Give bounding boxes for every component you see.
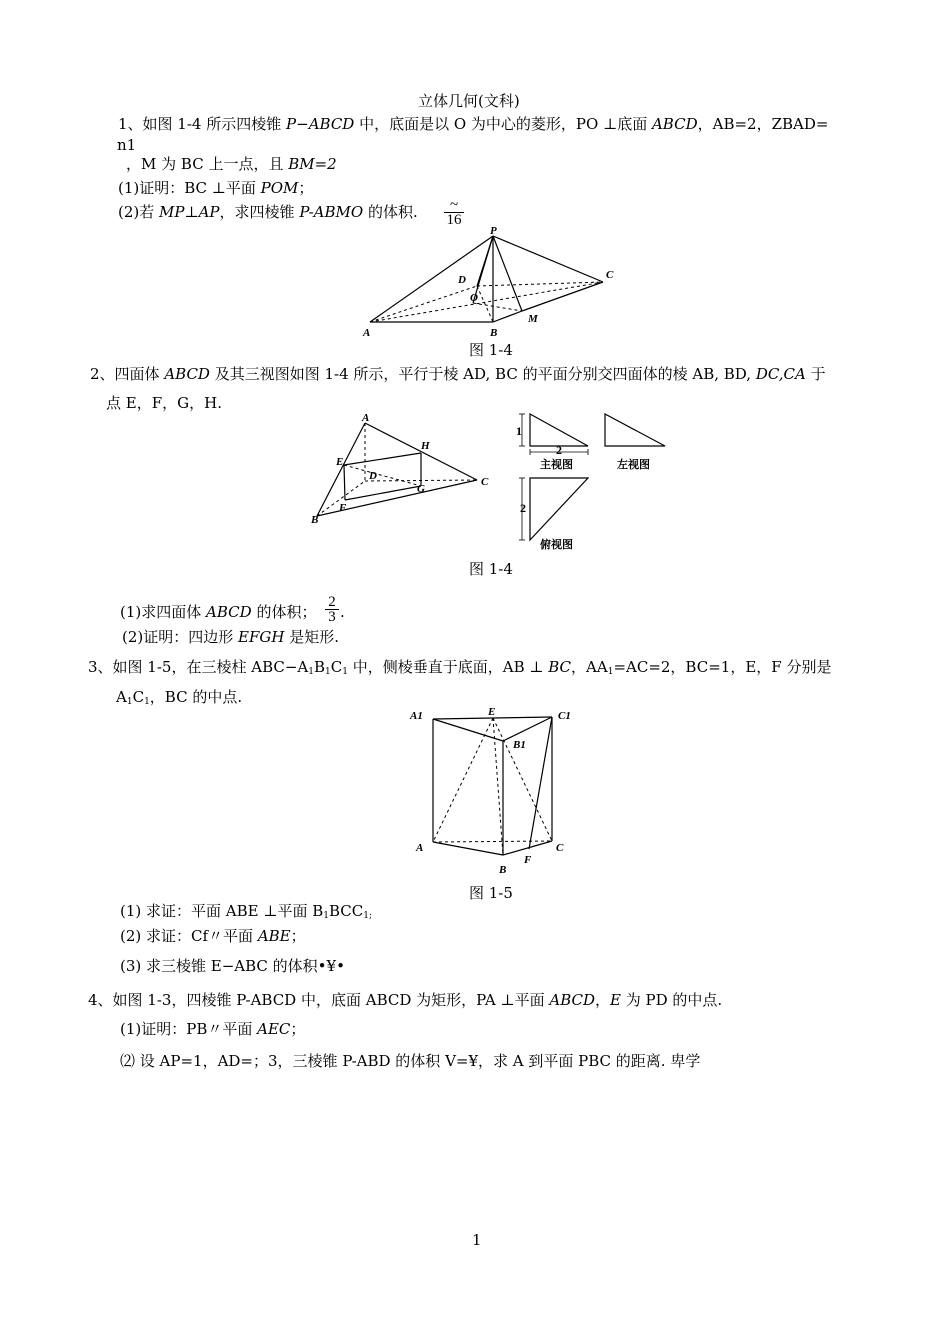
top-view-label: 俯视图 [540, 538, 573, 551]
label-F: F [339, 502, 347, 514]
label-C: C [606, 269, 614, 281]
q3-part2: (2) 求证：Cf〃平面 ABE； [120, 927, 306, 945]
q2-part1: (1)求四面体 ABCD 的体积； [120, 603, 317, 621]
q3-prism-figure [408, 703, 578, 881]
q1-pyramid-figure [360, 225, 620, 345]
q3-figure-caption: 图 1-5 [469, 884, 513, 902]
q1-line2: n1 [117, 136, 137, 154]
front-view-height: 1 [516, 424, 522, 438]
q2-tetrahedron-figure [305, 408, 505, 526]
label-B: B [311, 514, 319, 526]
label-P: P [490, 225, 497, 237]
page-number: 1 [472, 1231, 482, 1249]
q1-part2: (2)若 MP⊥AP，求四棱锥 P-ABMO 的体积. [118, 203, 418, 221]
label-H: H [421, 440, 430, 452]
q2-part2: (2)证明：四边形 EFGH 是矩形. [122, 628, 339, 646]
label-G: G [417, 483, 425, 495]
document-title: 立体几何(文科) [418, 92, 520, 110]
q2-line2: 点 E，F，G，H. [106, 394, 222, 412]
q3-line1: 3、如图 1-5，在三棱柱 $ABC-A_1B_1C_1$ 中，侧棱垂直于底面，AB ⊥ BC，$AA_1=AC=2$，BC=1，E，F 分别是 [88, 658, 832, 677]
q4-part2: ⑵ 设 AP=1，AD=；3，三棱锥 P-ABD 的体积 V=¥，求 A 到平面 PBC 的距离. 卑学 [120, 1052, 701, 1070]
q1-figure-caption: 图 1-4 [469, 341, 513, 359]
label-M: M [528, 313, 538, 325]
q1-line1: 1、如图 1-4 所示四棱锥 P−ABCD 中，底面是以 O 为中心的菱形，PO ⊥底面 ABCD，AB=2，ZBAD= [118, 115, 829, 133]
q2-line1: 2、四面体 ABCD 及其三视图如图 1-4 所示，平行于棱 AD, BC 的平面分别交四面体的棱 AB, BD, DC,CA 于 [90, 365, 826, 383]
label-A: A [363, 327, 371, 339]
label-E: E [336, 456, 344, 468]
label-E: E [488, 706, 496, 718]
top-view-depth: 2 [520, 501, 526, 515]
front-view-width: 2 [556, 443, 562, 457]
label-C: C [556, 842, 564, 854]
label-F: F [524, 854, 532, 866]
label-A: A [416, 842, 424, 854]
q1-part1: (1)证明：BC ⊥平面 POM； [118, 179, 314, 197]
q4-line1: 4、如图 1-3，四棱锥 P-ABCD 中，底面 ABCD 为矩形，PA ⊥平面 ABCD，E 为 PD 的中点. [88, 991, 723, 1009]
label-C: C [481, 476, 489, 488]
label-O: O [470, 292, 478, 304]
left-view-label: 左视图 [617, 458, 650, 471]
q1-volume-fraction: ~ 16 [444, 198, 464, 227]
label-D: D [458, 274, 466, 286]
label-B: B [490, 327, 498, 339]
q1-line3: ，M 为 BC 上一点，且 BM=2 [126, 155, 337, 173]
label-A: A [362, 412, 370, 424]
label-B: B [499, 864, 507, 876]
q2-volume-fraction: $\frac{2}{3}$ [325, 595, 339, 624]
label-B1: B1 [513, 739, 526, 751]
q3-part1: (1) 求证：平面 ABE ⊥平面 $B_1BCC_{1;}$ [120, 902, 373, 921]
label-D: D [369, 470, 377, 482]
q4-part1: (1)证明：PB〃平面 AEC； [120, 1020, 306, 1038]
q2-part1-end: . [340, 603, 345, 621]
label-A1: A1 [410, 710, 423, 722]
q2-figure-caption: 图 1-4 [469, 560, 513, 578]
q3-line2: $A_1C_1$，BC 的中点. [116, 688, 243, 707]
front-view-label: 主视图 [540, 458, 573, 471]
q3-part3: (3) 求三棱锥 E−ABC 的体积•¥• [120, 957, 345, 975]
q2-three-views [510, 408, 675, 556]
label-C1: C1 [558, 710, 571, 722]
